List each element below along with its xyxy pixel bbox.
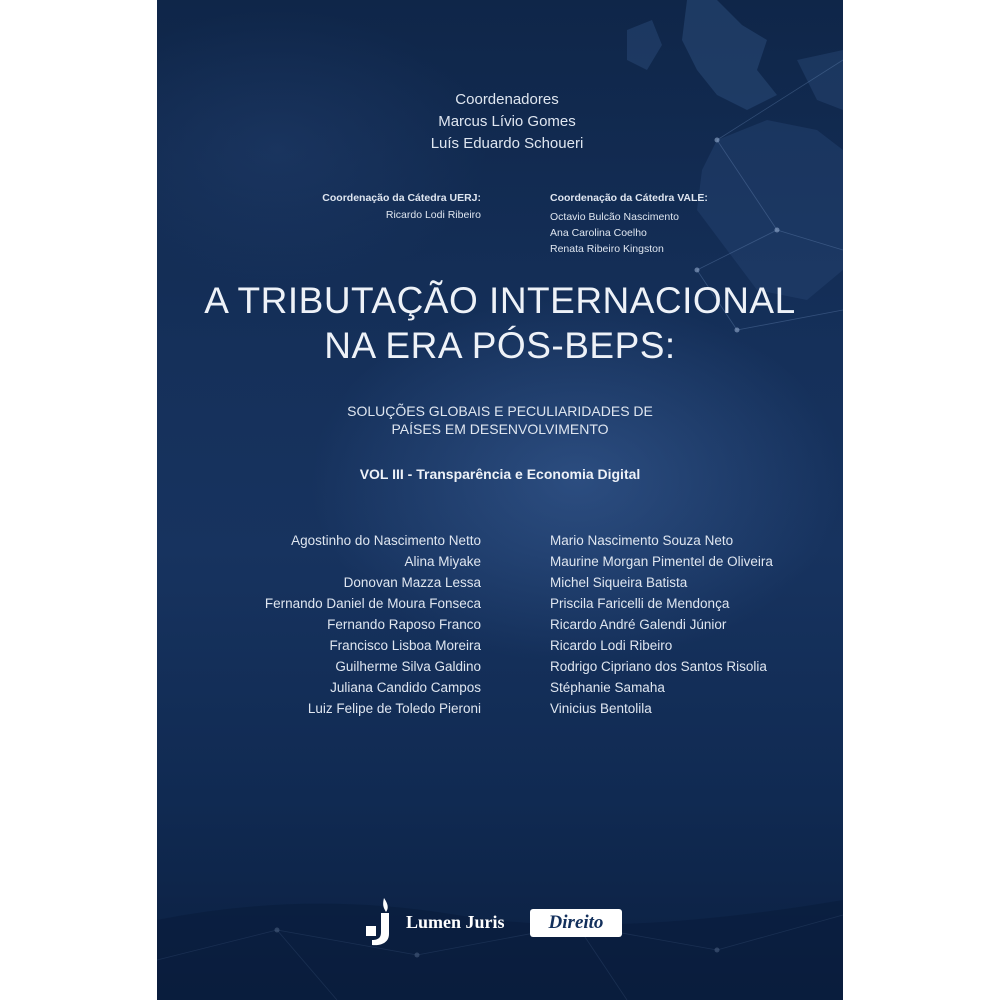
author-name: Fernando Daniel de Moura Fonseca <box>264 596 481 611</box>
author-name: Fernando Raposo Franco <box>327 617 481 632</box>
author-name: Guilherme Silva Galdino <box>335 659 481 674</box>
author-name: Donovan Mazza Lessa <box>343 575 481 590</box>
author-name: Juliana Candido Campos <box>330 680 481 695</box>
publisher-imprint-badge: Direito <box>530 909 622 937</box>
author-name: Mario Nascimento Souza Neto <box>550 533 734 548</box>
volume-label: VOL III - Transparência e Economia Digital <box>359 466 641 482</box>
vale-coordinator-name: Octavio Bulcão Nascimento <box>550 211 679 223</box>
coordinator-name: Luís Eduardo Schoueri <box>430 135 584 152</box>
author-name: Luiz Felipe de Toledo Pieroni <box>307 701 481 716</box>
lumen-juris-mark-icon <box>362 898 398 946</box>
author-list-left <box>265 530 481 719</box>
book-title-line: A TRIBUTAÇÃO INTERNACIONAL <box>204 280 796 321</box>
author-name: Agostinho do Nascimento Netto <box>291 533 481 548</box>
author-name: Priscila Faricelli de Mendonça <box>550 596 730 611</box>
vale-coordination-heading: Coordenação da Cátedra VALE: <box>550 192 708 204</box>
book-title-line: NA ERA PÓS-BEPS: <box>324 325 676 366</box>
author-name: Stéphanie Samaha <box>550 680 665 695</box>
author-name: Rodrigo Cipriano dos Santos Risolia <box>550 659 767 674</box>
coordinator-name: Marcus Lívio Gomes <box>438 113 576 130</box>
author-list-right <box>550 530 773 719</box>
publisher-logo <box>362 898 632 946</box>
author-name: Vinicius Bentolila <box>550 701 652 716</box>
author-name: Francisco Lisboa Moreira <box>329 638 481 653</box>
book-cover <box>157 0 843 1000</box>
vale-coordinator-list <box>550 209 679 257</box>
book-subtitle-line: PAÍSES EM DESENVOLVIMENTO <box>391 421 609 437</box>
book-title <box>157 278 843 368</box>
author-name: Alina Miyake <box>404 554 481 569</box>
author-name: Ricardo André Galendi Júnior <box>550 617 727 632</box>
vale-coordinator-name: Renata Ribeiro Kingston <box>550 243 664 255</box>
publisher-name: Lumen Juris <box>406 912 505 932</box>
author-name: Maurine Morgan Pimentel de Oliveira <box>550 554 773 569</box>
uerj-coordinator-name: Ricardo Lodi Ribeiro <box>385 209 481 221</box>
uerj-coordination-heading: Coordenação da Cátedra UERJ: <box>322 192 481 204</box>
author-name: Michel Siqueira Batista <box>550 575 688 590</box>
book-subtitle <box>157 402 843 438</box>
author-name: Ricardo Lodi Ribeiro <box>550 638 673 653</box>
book-subtitle-line: SOLUÇÕES GLOBAIS E PECULIARIDADES DE <box>347 403 653 419</box>
coordinators-heading: Coordenadores <box>455 91 559 108</box>
vale-coordinator-name: Ana Carolina Coelho <box>550 227 647 239</box>
